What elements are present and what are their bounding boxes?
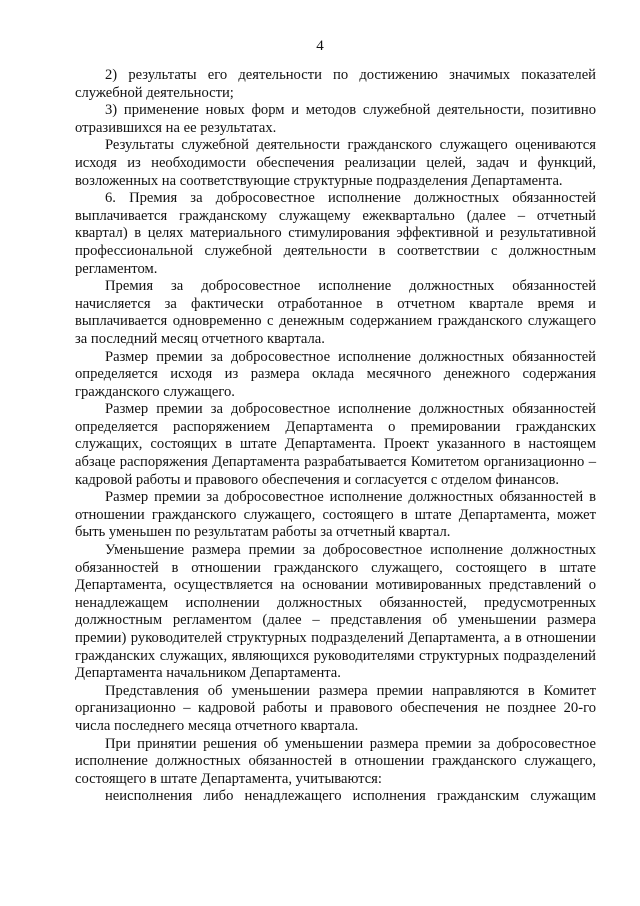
paragraph: Уменьшение размера премии за добросовестное исполнение должностных обязанностей в отношении гражданского служащего, состоящего в штате Департамента, осуществляется на основании мотивированных представлений о ненадлежащем исполнении должностных обязанностей, предусмотренных должностным регламентом (далее – представления об уменьшении размера премии) руководителей структурных подразделений Департамента, а в отношении гражданских служащих, являющихся руководителями структурных подразделений Департамента начальником Департамента. (75, 542, 596, 682)
paragraph: Результаты служебной деятельности гражданского служащего оцениваются исходя из необходимости обеспечения реализации целей, задач и функций, возложенных на соответствующие структурные подразделения Департамента. (75, 137, 596, 189)
paragraph: Премия за добросовестное исполнение должностных обязанностей начисляется за фактически отработанное в отчетном квартале время и выплачивается одновременно с денежным содержанием гражданского служащего за последний месяц отчетного квартала. (75, 278, 596, 347)
paragraph: неисполнения либо ненадлежащего исполнения гражданским служащим (105, 788, 596, 805)
paragraph: 6. Премия за добросовестное исполнение должностных обязанностей выплачивается гражданскому служащему ежеквартально (далее – отчетный квартал) в целях материального стимулирования эффективной и результативной профессиональной служебной деятельности в соответствии с должностным регламентом. (75, 190, 596, 277)
paragraph: 2) результаты его деятельности по достижению значимых показателей служебной деятельности; (75, 67, 596, 101)
paragraph: Размер премии за добросовестное исполнение должностных обязанностей определяется распоряжением Департамента о премировании гражданских служащих, состоящих в штате Департамента. Проект указанного в настоящем абзаце распоряжения Департамента разрабатывается Комитетом организационно – кадровой работы и правового обеспечения и согласуется с отделом финансов. (75, 401, 596, 488)
paragraph: При принятии решения об уменьшении размера премии за добросовестное исполнение должностных обязанностей в отношении гражданского служащего, состоящего в штате Департамента, учитываются: (75, 735, 596, 787)
paragraph: Размер премии за добросовестное исполнение должностных обязанностей определяется исходя из размера оклада месячного денежного содержания гражданского служащего. (75, 348, 596, 400)
paragraph: Представления об уменьшении размера премии направляются в Комитет организационно – кадровой работы и правового обеспечения не позднее 20-го числа последнего месяца отчетного квартала. (75, 682, 596, 734)
page-number: 4 (316, 38, 324, 54)
document-body (75, 67, 596, 806)
paragraph: 3) применение новых форм и методов служебной деятельности, позитивно отразившихся на ее результатах. (75, 102, 596, 136)
paragraph: Размер премии за добросовестное исполнение должностных обязанностей в отношении гражданского служащего, состоящего в штате Департамента, может быть уменьшен по результатам работы за отчетный квартал. (75, 489, 596, 541)
